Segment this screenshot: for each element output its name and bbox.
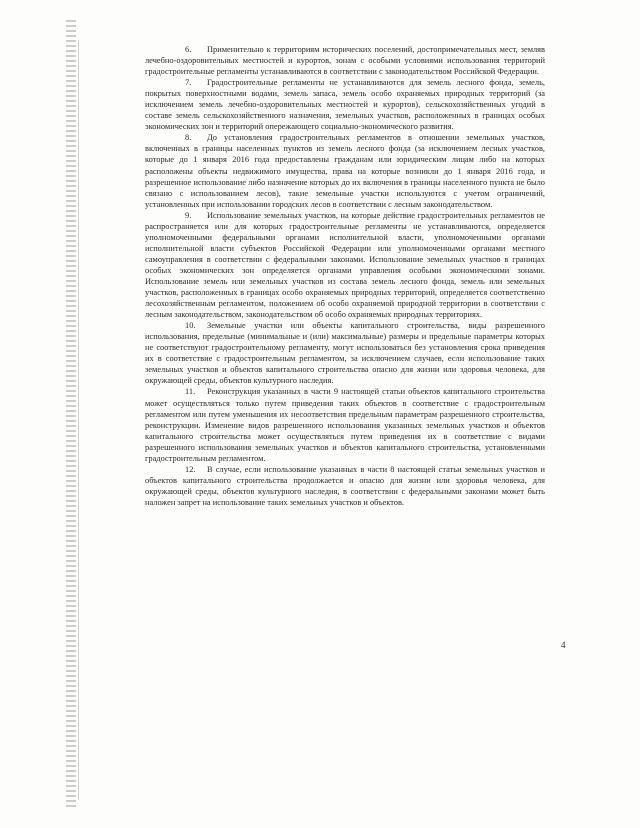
paragraph-number: 8. xyxy=(185,133,192,143)
document-page xyxy=(145,44,545,508)
scan-binding-strip xyxy=(66,20,76,810)
paragraph-text: Применительно к территориям исторических поселений, достопримечательных мест, земляв лечебно-оздоровительных местностей и курортов, зонам с особыми условиями использования территорий градостроительные регламенты устанавливаются в соответствии с законодательством Российской Федерации. xyxy=(145,45,545,77)
paragraph-6 xyxy=(145,44,545,77)
paragraph-text: Градостроительные регламенты не устанавливаются для земель лесного фонда, земель, покрытых поверхностными водами, земель запаса, земель особо охраняемых природных территорий (за исключением земель лечебно-оздоровительных местностей и курортов), сельскохозяйственных угодий в составе земель сельскохозяйственного назначения, земельных участков, расположенных в границах особых экономических зон и территорий опережающего социально-экономического развития. xyxy=(145,78,545,132)
paragraph-number: 9. xyxy=(185,210,192,220)
paragraph-number: 12. xyxy=(185,464,196,474)
scan-binding-edge xyxy=(78,40,79,800)
paragraph-number: 10. xyxy=(185,321,196,331)
paragraph-10 xyxy=(145,320,545,386)
paragraph-text: Использование земельных участков, на которые действие градостроительных регламентов не распространяется или для которых градостроительные регламенты не устанавливаются, определяется уполномоченными федеральными органами исполнительной власти, уполномоченными органами исполнительной власти субъектов Российской Федерации или уполномоченными органами местного самоуправления в соответствии с федеральными законами. Использование земельных участков в границах особых экономических зон определяется органами управления особыми экономическими зонами. Использование земель или земельных участков из состава земель лесного фонда, земель или земельных участков, расположенных в границах особо охраняемых природных территорий, определяется соответственно лесохозяйственным регламентом, положением об особо охраняемой природной территории в соответствии с лесным законодательством, законодательством об особо охраняемых природных территориях. xyxy=(145,210,545,320)
paragraph-number: 7. xyxy=(185,78,192,88)
page-number: 4 xyxy=(561,640,566,650)
paragraph-number: 6. xyxy=(185,45,192,54)
paragraph-text: До установления градостроительных регламентов в отношении земельных участков, включенных в границы населенных пунктов из земель лесного фонда (за исключением лесных участков, которые до 1 января 2016 года предоставлены гражданам или юридическим лицам либо на которых расположены объекты недвижимого имущества, права на которые возникли до 1 января 2016 года, и разрешенное использование либо назначение которых до их включения в границы населенного пункта не было связано с использованием лесов), такие земельные участки используются с учетом ограничений, установленных при использовании городских лесов в соответствии с лесным законодательством. xyxy=(145,133,545,209)
paragraph-text: Земельные участки или объекты капитального строительства, виды разрешенного использования, предельные (минимальные и (или) максимальные) размеры и предельные параметры которых не соответствуют градостроительному регламенту, могут использоваться без установления срока приведения их в соответствие с градостроительным регламентом, за исключением случаев, если использование таких земельных участков и объектов капитального строительства опасно для жизни или здоровья человека, для окружающей среды, объектов культурного наследия. xyxy=(145,321,545,386)
paragraph-11 xyxy=(145,386,545,463)
paragraph-9 xyxy=(145,210,545,320)
paragraph-text: В случае, если использование указанных в части 8 настоящей статьи земельных участков и объектов капитального строительства продолжается и опасно для жизни или здоровья человека, для окружающей среды, объектов культурного наследия, в соответствии с федеральными законами может быть наложен запрет на использование таких земельных участков и объектов. xyxy=(145,464,545,507)
paragraph-number: 11. xyxy=(185,387,196,397)
paragraph-8 xyxy=(145,132,545,209)
paragraph-text: Реконструкция указанных в части 9 настоящей статьи объектов капитального строительства может осуществляться только путем приведения таких объектов в соответствие с градостроительным регламентом или путем уменьшения их несоответствия предельным параметрам разрешенного строительства, реконструкции. Изменение видов разрешенного использования указанных земельных участков и объектов капитального строительства может осуществляться путем приведения их в соответствие с видами разрешенного использования земельных участков и объектов капитального строительства, установленными градостроительным регламентом. xyxy=(145,387,545,463)
paragraph-12 xyxy=(145,464,545,508)
paragraph-7 xyxy=(145,77,545,132)
